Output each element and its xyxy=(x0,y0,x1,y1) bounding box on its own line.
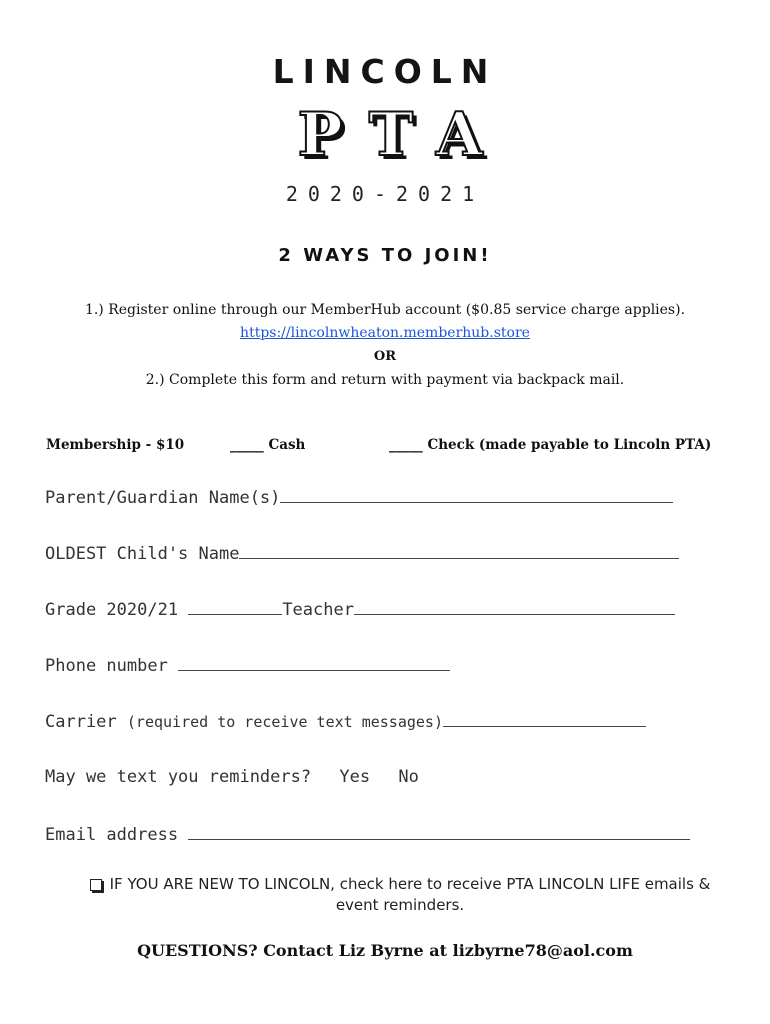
parent-name-label: Parent/Guardian Name(s) xyxy=(45,488,281,508)
teacher-blank[interactable] xyxy=(354,598,675,615)
phone-field[interactable] xyxy=(45,654,450,676)
or-separator: OR xyxy=(373,349,397,364)
check-option[interactable]: _____ Check (made payable to Lincoln PTA) xyxy=(389,437,712,453)
grade-teacher-field[interactable] xyxy=(45,598,675,620)
parent-name-field[interactable] xyxy=(45,486,673,508)
carrier-field[interactable] xyxy=(45,710,646,732)
email-label: Email address xyxy=(45,825,179,845)
grade-blank[interactable] xyxy=(188,598,282,615)
new-to-lincoln-text: IF YOU ARE NEW TO LINCOLN, check here to receive PTA LINCOLN LIFE emails & event reminders. xyxy=(109,875,711,914)
yes-option[interactable]: Yes xyxy=(339,767,371,787)
teacher-label: Teacher xyxy=(282,600,354,620)
child-name-field[interactable] xyxy=(45,542,679,564)
title-pta: PTA xyxy=(297,100,509,170)
instruction-form: 2.) Complete this form and return with payment via backpack mail. xyxy=(145,372,625,388)
child-name-label: OLDEST Child's Name xyxy=(45,544,240,564)
instruction-online: 1.) Register online through our MemberHub account ($0.85 service charge applies). xyxy=(84,302,686,318)
no-option[interactable]: No xyxy=(398,767,419,787)
cash-option[interactable]: _____ Cash xyxy=(230,437,306,453)
new-to-lincoln-note xyxy=(70,874,730,916)
title-lincoln: LINCOLN xyxy=(272,52,498,91)
questions-contact: QUESTIONS? Contact Liz Byrne at lizbyrne78@aol.com xyxy=(137,941,633,960)
text-reminder-question xyxy=(45,767,419,787)
parent-name-blank[interactable] xyxy=(280,486,673,503)
child-name-blank[interactable] xyxy=(239,542,679,559)
memberhub-link[interactable]: https://lincolnwheaton.memberhub.store xyxy=(240,325,530,341)
grade-label: Grade 2020/21 xyxy=(45,600,179,620)
carrier-note: (required to receive text messages) xyxy=(126,713,443,731)
ways-to-join-heading: 2 WAYS TO JOIN! xyxy=(278,245,492,266)
carrier-label: Carrier xyxy=(45,712,117,732)
email-blank[interactable] xyxy=(188,823,690,840)
text-question-label: May we text you reminders? xyxy=(45,767,312,787)
carrier-blank[interactable] xyxy=(443,710,646,727)
phone-label: Phone number xyxy=(45,656,168,676)
email-field[interactable] xyxy=(45,823,690,845)
school-year: 2020-2021 xyxy=(285,182,485,206)
phone-blank[interactable] xyxy=(178,654,450,671)
membership-label: Membership - $10 xyxy=(46,437,185,453)
new-to-lincoln-checkbox[interactable] xyxy=(90,879,102,891)
